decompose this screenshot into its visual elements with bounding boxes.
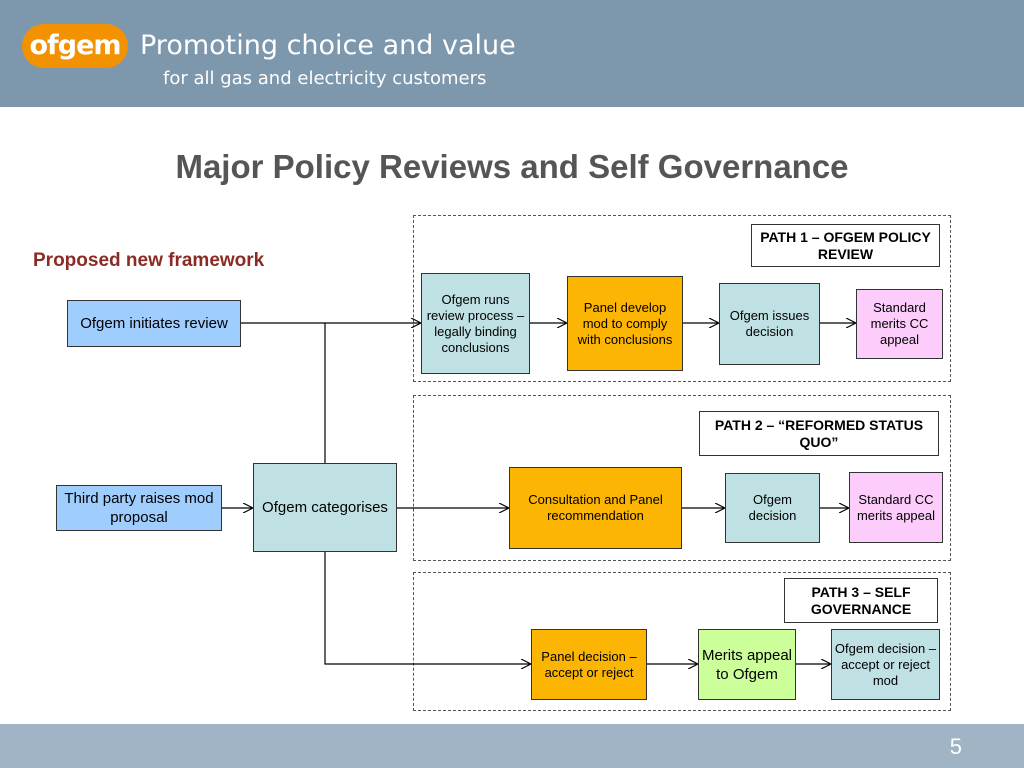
tagline-line2: for all gas and electricity customers [163, 68, 487, 89]
ofgem-initiates-review-text: Ofgem initiates review [80, 315, 228, 332]
path2-step3-box [849, 472, 943, 543]
path3-step1-text: Panel decision – accept or reject [541, 648, 637, 680]
tagline-line1: Promoting choice and value [140, 30, 516, 61]
path2-step2-text: Ofgem decision [748, 492, 797, 523]
path2-label [699, 411, 939, 456]
path1-step3-text: Ofgem issues decision [729, 308, 810, 339]
ofgem-logo: ofgem [22, 24, 128, 68]
path1-step1-box [421, 273, 530, 374]
path1-label [751, 224, 940, 267]
path3-label-text: PATH 3 – SELF GOVERNANCE [810, 583, 912, 617]
path3-label [784, 578, 938, 623]
path1-step1-text: Ofgem runs review process – legally binding conclusions [426, 291, 525, 355]
path1-step2-text: Panel develop mod to comply with conclusions [577, 299, 673, 347]
slide-subtitle: Proposed new framework [33, 250, 265, 271]
path2-step1-text: Consultation and Panel recommendation [528, 492, 663, 523]
path2-step1-box [509, 467, 682, 549]
path3-step3-text: Ofgem decision – accept or reject mod [834, 640, 937, 688]
path1-step4-text: Standard merits CC appeal [870, 300, 929, 347]
path3-step3-box [831, 629, 940, 700]
third-party-mod-box [56, 485, 222, 531]
path3-step2-text: Merits appeal to Ofgem [701, 646, 793, 683]
footer-bar [0, 724, 1024, 768]
path3-step1-box [531, 629, 647, 700]
header-banner [0, 0, 1024, 107]
path2-step3-text: Standard CC merits appeal [856, 491, 936, 523]
path2-label-text: PATH 2 – “REFORMED STATUS QUO” [714, 416, 924, 450]
path3-step2-box [698, 629, 796, 700]
ofgem-initiates-review-box [67, 300, 241, 347]
ofgem-categorises-text: Ofgem categorises [262, 499, 388, 516]
path1-step4-box [856, 289, 943, 359]
slide-title: Major Policy Reviews and Self Governance [175, 148, 849, 185]
third-party-mod-text: Third party raises mod proposal [64, 490, 214, 526]
page-number: 5 [949, 734, 962, 759]
path1-step3-box [719, 283, 820, 365]
path2-step2-box [725, 473, 820, 543]
path1-label-text: PATH 1 – OFGEM POLICY REVIEW [760, 228, 931, 262]
ofgem-categorises-box [253, 463, 397, 552]
path1-step2-box [567, 276, 683, 371]
